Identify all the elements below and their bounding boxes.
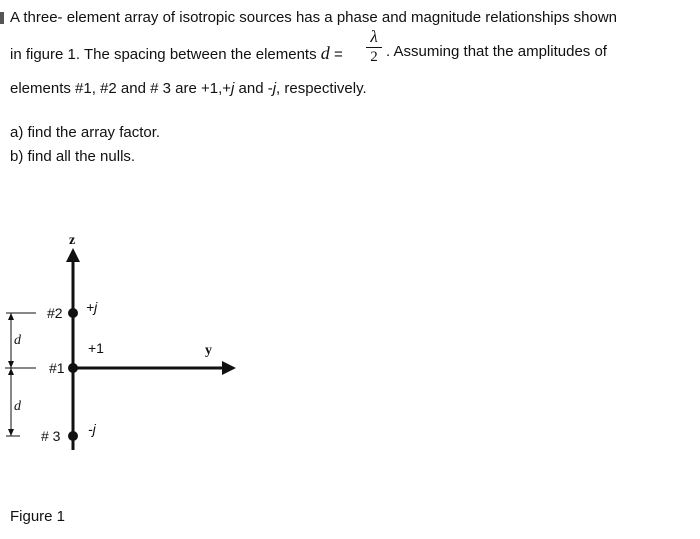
imag-unit-1: j — [231, 80, 235, 97]
fraction-denominator: 2 — [370, 49, 378, 65]
dimension-arrow-mid-up — [8, 361, 14, 368]
dimension-arrow-mid-down — [8, 368, 14, 375]
element-2-amplitude: +j — [86, 299, 98, 315]
question-a: a) find the array factor. — [10, 124, 161, 141]
line3-part-c: , respectively. — [276, 80, 367, 97]
dimension-arrow-top — [8, 313, 14, 320]
element-3-dot — [68, 431, 78, 441]
z-axis-arrowhead — [66, 248, 80, 262]
line2-suffix: . Assuming that the amplitudes of — [386, 43, 607, 60]
y-axis-label: y — [205, 343, 212, 358]
equals-sign: = — [333, 46, 343, 63]
spacing-symbol: d — [320, 43, 330, 63]
line2-prefix: in figure 1. The spacing between the elements — [10, 46, 321, 63]
element-2-label: #2 — [47, 305, 63, 321]
element-2-dot — [68, 308, 78, 318]
element-3-label: # 3 — [41, 428, 61, 444]
question-b: b) find all the nulls. — [10, 148, 136, 165]
y-axis-arrowhead — [222, 361, 236, 375]
problem-line-1: A three- element array of isotropic sources has a phase and magnitude relationships shown — [10, 9, 618, 26]
fraction-numerator: λ — [370, 27, 378, 46]
line3-part-b: and - — [234, 80, 273, 97]
element-3-amplitude: -j — [88, 421, 96, 437]
element-1-dot — [68, 363, 78, 373]
z-axis-label: z — [69, 233, 76, 248]
element-1-label: #1 — [49, 360, 65, 376]
imag-unit-2: j — [272, 80, 277, 97]
element-1-amplitude: +1 — [88, 340, 104, 356]
spacing-label-top: d — [14, 333, 21, 348]
dimension-arrow-bottom — [8, 429, 14, 436]
figure-caption: Figure 1 — [10, 508, 66, 525]
spacing-label-bottom: d — [14, 399, 21, 414]
line3-part-a: elements #1, #2 and # 3 are +1,+ — [10, 80, 231, 97]
